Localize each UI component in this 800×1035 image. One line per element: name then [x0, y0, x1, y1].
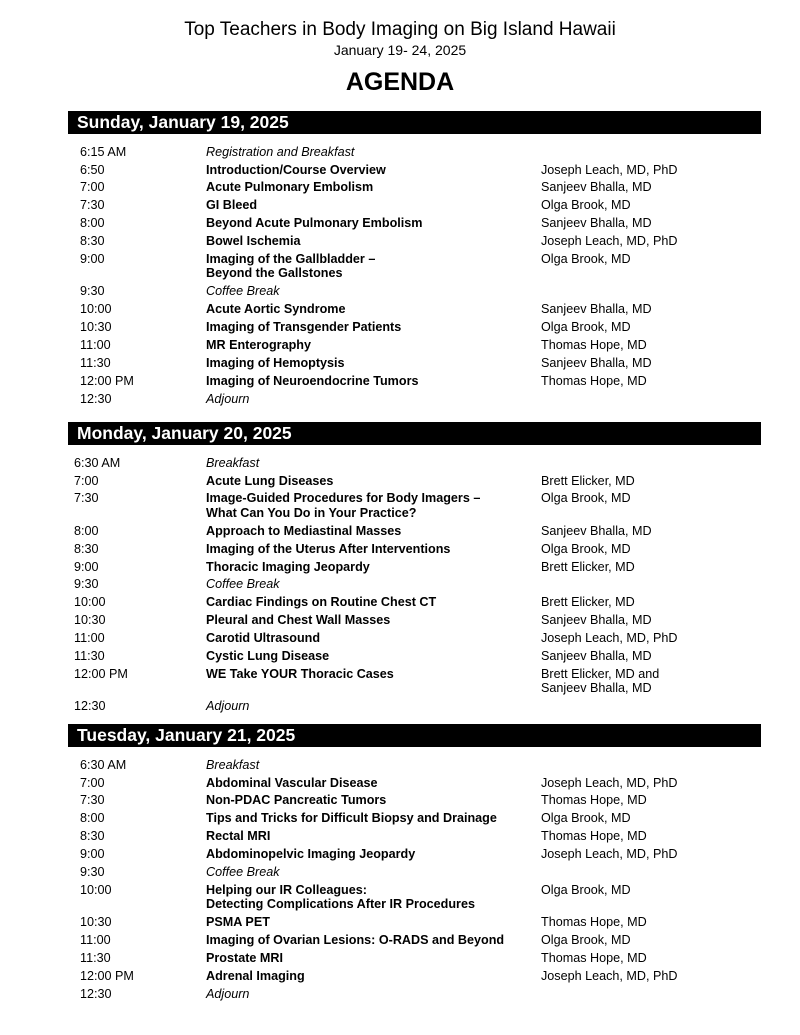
agenda-row	[68, 215, 761, 233]
session-title-line: MR Enterography	[206, 337, 311, 352]
session-time: 9:00	[74, 559, 99, 574]
speaker-line: Sanjeev Bhalla, MD	[541, 302, 652, 317]
session-title-line: WE Take YOUR Thoracic Cases	[206, 666, 394, 681]
session-title-line: Acute Pulmonary Embolism	[206, 180, 374, 195]
agenda-row	[68, 665, 761, 697]
session-title	[206, 951, 541, 966]
session-time: 6:30 AM	[74, 455, 121, 470]
session-title	[206, 915, 541, 930]
session-time: 7:30	[74, 491, 99, 506]
speaker	[541, 613, 761, 628]
agenda-row	[68, 698, 761, 716]
session-time: 11:00	[80, 337, 111, 352]
session-time: 7:00	[80, 180, 105, 195]
session-title	[206, 613, 541, 628]
session-time: 10:00	[80, 882, 112, 897]
agenda-row	[68, 301, 761, 319]
speaker	[541, 252, 761, 281]
speaker-line: Joseph Leach, MD, PhD	[541, 847, 678, 862]
session-title-line: Imaging of Hemoptysis	[206, 355, 345, 370]
agenda-row	[68, 881, 761, 913]
session-title	[206, 198, 541, 213]
speaker	[541, 969, 761, 984]
session-title	[206, 969, 541, 984]
session-time: 8:30	[80, 829, 105, 844]
speaker	[541, 284, 761, 299]
session-time: 10:00	[80, 302, 112, 317]
session-title	[206, 524, 541, 539]
agenda-row	[68, 143, 761, 161]
session-time: 9:00	[80, 847, 105, 862]
schedule-rows	[68, 143, 761, 408]
session-time: 8:00	[80, 811, 105, 826]
speaker	[541, 829, 761, 844]
speaker	[541, 145, 761, 160]
session-time: 6:15 AM	[80, 144, 127, 159]
speaker-line: Sanjeev Bhalla, MD	[541, 180, 652, 195]
speaker-line: Thomas Hope, MD	[541, 829, 647, 844]
agenda-row	[68, 931, 761, 949]
session-title-line: Pleural and Chest Wall Masses	[206, 613, 391, 628]
course-dates: January 19- 24, 2025	[333, 42, 467, 58]
speaker-line: Olga Brook, MD	[541, 251, 631, 266]
speaker	[541, 491, 761, 520]
session-time: 8:30	[80, 234, 105, 249]
session-title	[206, 491, 541, 520]
speaker-line: Sanjeev Bhalla, MD	[541, 216, 652, 231]
session-title	[206, 631, 541, 646]
speaker-line: Sanjeev Bhalla, MD	[541, 355, 652, 370]
session-title-line: Prostate MRI	[206, 950, 283, 965]
speaker	[541, 883, 761, 912]
session-time: 8:30	[74, 541, 99, 556]
agenda-row	[68, 558, 761, 576]
session-title-line: Non-PDAC Pancreatic Tumors	[206, 793, 387, 808]
session-time: 8:00	[80, 216, 105, 231]
session-time: 11:30	[74, 648, 105, 663]
session-title	[206, 595, 541, 610]
day-header: Sunday, January 19, 2025	[68, 111, 761, 134]
session-title-line: Imaging of Transgender Patients	[206, 320, 402, 335]
speaker-line: Olga Brook, MD	[541, 541, 631, 556]
session-time: 10:30	[74, 613, 106, 628]
speaker-line: Sanjeev Bhalla, MD	[541, 613, 652, 628]
session-title	[206, 847, 541, 862]
agenda-row	[68, 161, 761, 179]
session-title	[206, 320, 541, 335]
speaker-line: Olga Brook, MD	[541, 811, 631, 826]
session-title	[206, 180, 541, 195]
session-title-line: Carotid Ultrasound	[206, 631, 321, 646]
speaker-line: Thomas Hope, MD	[541, 793, 647, 808]
agenda-row	[68, 390, 761, 408]
session-title	[206, 216, 541, 231]
day-header: Monday, January 20, 2025	[68, 422, 761, 445]
break-label	[206, 699, 541, 714]
speaker	[541, 180, 761, 195]
session-time: 11:00	[80, 933, 111, 948]
speaker	[541, 374, 761, 389]
session-title	[206, 474, 541, 489]
speaker	[541, 163, 761, 178]
speaker	[541, 667, 761, 696]
speaker	[541, 577, 761, 592]
session-title-line: GI Bleed	[206, 198, 258, 213]
session-time: 6:50	[80, 162, 105, 177]
speaker	[541, 758, 761, 773]
session-title-line: Image-Guided Procedures for Body Imagers –	[206, 491, 481, 506]
speaker-line: Thomas Hope, MD	[541, 950, 647, 965]
session-title	[206, 338, 541, 353]
speaker	[541, 234, 761, 249]
session-time: 12:00 PM	[74, 666, 128, 681]
session-title-line: Imaging of the Gallbladder –	[206, 251, 376, 266]
speaker-line: Brett Elicker, MD and	[541, 666, 660, 681]
agenda-row	[68, 863, 761, 881]
session-title-line: Helping our IR Colleagues:	[206, 882, 367, 897]
session-time: 7:30	[80, 793, 105, 808]
speaker	[541, 542, 761, 557]
agenda-row	[68, 774, 761, 792]
break-label	[206, 145, 541, 160]
agenda-heading: AGENDA	[345, 68, 455, 96]
agenda-row	[68, 914, 761, 932]
session-title	[206, 649, 541, 664]
agenda-row	[68, 232, 761, 250]
session-title-line: Adjourn	[206, 391, 250, 406]
agenda-row	[68, 250, 761, 282]
course-title: Top Teachers in Body Imaging on Big Island Hawaii	[184, 19, 616, 40]
session-title	[206, 776, 541, 791]
session-title-line: Detecting Complications After IR Procedures	[206, 897, 475, 912]
speaker-line: Sanjeev Bhalla, MD	[541, 523, 652, 538]
speaker	[541, 474, 761, 489]
speaker	[541, 338, 761, 353]
session-time: 6:30 AM	[80, 757, 127, 772]
agenda-row	[68, 454, 761, 472]
speaker	[541, 392, 761, 407]
session-time: 12:00 PM	[80, 373, 134, 388]
agenda-row	[68, 629, 761, 647]
agenda-row	[68, 594, 761, 612]
speaker-line: Olga Brook, MD	[541, 933, 631, 948]
session-title-line: What Can You Do in Your Practice?	[206, 505, 417, 520]
session-time: 7:30	[80, 198, 105, 213]
session-title-line: PSMA PET	[206, 915, 270, 930]
speaker	[541, 456, 761, 471]
speaker-line: Joseph Leach, MD, PhD	[541, 234, 678, 249]
break-label	[206, 577, 541, 592]
speaker	[541, 987, 761, 1002]
speaker-line: Olga Brook, MD	[541, 198, 631, 213]
session-title-line: Imaging of the Uterus After Interventions	[206, 541, 451, 556]
session-time: 10:30	[80, 320, 112, 335]
session-title-line: Registration and Breakfast	[206, 144, 355, 159]
session-time: 12:30	[74, 699, 106, 714]
session-title	[206, 252, 541, 281]
speaker-line: Joseph Leach, MD, PhD	[541, 631, 678, 646]
day-header: Tuesday, January 21, 2025	[68, 724, 761, 747]
speaker	[541, 356, 761, 371]
speaker	[541, 198, 761, 213]
speaker	[541, 216, 761, 231]
speaker	[541, 560, 761, 575]
agenda-row	[68, 540, 761, 558]
session-time: 9:00	[80, 251, 105, 266]
schedule-rows	[68, 454, 761, 715]
speaker-line: Joseph Leach, MD, PhD	[541, 968, 678, 983]
session-title	[206, 560, 541, 575]
speaker-line: Olga Brook, MD	[541, 320, 631, 335]
agenda-row	[68, 283, 761, 301]
agenda-row	[68, 967, 761, 985]
session-title-line: Cardiac Findings on Routine Chest CT	[206, 595, 437, 610]
speaker-line: Brett Elicker, MD	[541, 595, 635, 610]
break-label	[206, 456, 541, 471]
session-title-line: Rectal MRI	[206, 829, 271, 844]
session-title-line: Cystic Lung Disease	[206, 648, 330, 663]
speaker-line: Thomas Hope, MD	[541, 373, 647, 388]
session-time: 12:30	[80, 986, 112, 1001]
session-title-line: Beyond Acute Pulmonary Embolism	[206, 216, 423, 231]
agenda-row	[68, 197, 761, 215]
session-time: 8:00	[74, 523, 99, 538]
speaker	[541, 847, 761, 862]
speaker	[541, 302, 761, 317]
session-title	[206, 811, 541, 826]
session-time: 7:00	[80, 775, 105, 790]
speaker-line: Joseph Leach, MD, PhD	[541, 775, 678, 790]
session-time: 12:00 PM	[80, 968, 134, 983]
speaker-line: Thomas Hope, MD	[541, 337, 647, 352]
session-title	[206, 234, 541, 249]
speaker	[541, 865, 761, 880]
agenda-row	[68, 845, 761, 863]
schedule-rows	[68, 756, 761, 1003]
session-title	[206, 356, 541, 371]
session-time: 7:00	[74, 473, 99, 488]
session-title-line: Imaging of Ovarian Lesions: O-RADS and Beyond	[206, 933, 505, 948]
session-title-line: Coffee Break	[206, 284, 280, 299]
speaker-line: Brett Elicker, MD	[541, 473, 635, 488]
agenda-row	[68, 318, 761, 336]
speaker-line: Joseph Leach, MD, PhD	[541, 162, 678, 177]
speaker-line: Brett Elicker, MD	[541, 559, 635, 574]
agenda-row	[68, 949, 761, 967]
speaker-line: Thomas Hope, MD	[541, 915, 647, 930]
speaker-line: Olga Brook, MD	[541, 882, 631, 897]
session-time: 12:30	[80, 391, 112, 406]
session-title-line: Breakfast	[206, 455, 260, 470]
break-label	[206, 758, 541, 773]
agenda-row	[68, 792, 761, 810]
break-label	[206, 392, 541, 407]
session-title-line: Adjourn	[206, 699, 250, 714]
day-section-sunday	[68, 111, 761, 408]
day-section-tuesday	[68, 724, 761, 1003]
speaker	[541, 933, 761, 948]
break-label	[206, 284, 541, 299]
session-title-line: Adrenal Imaging	[206, 968, 305, 983]
agenda-row	[68, 354, 761, 372]
session-time: 9:30	[80, 864, 105, 879]
agenda-row	[68, 647, 761, 665]
session-title	[206, 793, 541, 808]
session-time: 9:30	[74, 577, 99, 592]
session-title-line: Thoracic Imaging Jeopardy	[206, 559, 370, 574]
speaker-line: Olga Brook, MD	[541, 491, 631, 506]
speaker	[541, 811, 761, 826]
session-time: 11:30	[80, 355, 111, 370]
speaker	[541, 320, 761, 335]
speaker	[541, 951, 761, 966]
session-time: 10:30	[80, 915, 112, 930]
speaker	[541, 649, 761, 664]
session-time: 9:30	[80, 284, 105, 299]
agenda-row	[68, 612, 761, 630]
session-title-line: Abdominal Vascular Disease	[206, 775, 378, 790]
session-title-line: Breakfast	[206, 757, 260, 772]
speaker-line: Sanjeev Bhalla, MD	[541, 648, 652, 663]
speaker	[541, 776, 761, 791]
speaker	[541, 631, 761, 646]
session-title	[206, 302, 541, 317]
break-label	[206, 865, 541, 880]
session-title	[206, 933, 541, 948]
agenda-row	[68, 756, 761, 774]
session-title-line: Introduction/Course Overview	[206, 162, 386, 177]
session-title-line: Acute Aortic Syndrome	[206, 302, 346, 317]
session-title	[206, 374, 541, 389]
speaker	[541, 524, 761, 539]
session-time: 11:00	[74, 631, 105, 646]
session-title-line: Coffee Break	[206, 577, 280, 592]
speaker-line: Sanjeev Bhalla, MD	[541, 681, 652, 696]
agenda-row	[68, 985, 761, 1003]
agenda-row	[68, 522, 761, 540]
session-time: 10:00	[74, 595, 106, 610]
agenda-row	[68, 472, 761, 490]
session-title	[206, 883, 541, 912]
speaker	[541, 595, 761, 610]
agenda-row	[68, 179, 761, 197]
speaker	[541, 793, 761, 808]
session-title	[206, 667, 541, 696]
break-label	[206, 987, 541, 1002]
agenda-row	[68, 576, 761, 594]
session-title-line: Abdominopelvic Imaging Jeopardy	[206, 847, 416, 862]
session-title-line: Adjourn	[206, 986, 250, 1001]
speaker	[541, 699, 761, 714]
agenda-row	[68, 810, 761, 828]
agenda-row	[68, 372, 761, 390]
day-section-monday	[68, 422, 761, 715]
agenda-row	[68, 490, 761, 522]
session-title-line: Coffee Break	[206, 864, 280, 879]
session-title-line: Imaging of Neuroendocrine Tumors	[206, 373, 419, 388]
session-title-line: Beyond the Gallstones	[206, 266, 343, 281]
session-time: 11:30	[80, 950, 111, 965]
session-title-line: Approach to Mediastinal Masses	[206, 523, 402, 538]
session-title-line: Bowel Ischemia	[206, 234, 301, 249]
session-title-line: Acute Lung Diseases	[206, 473, 334, 488]
speaker	[541, 915, 761, 930]
agenda-row	[68, 336, 761, 354]
agenda-row	[68, 828, 761, 846]
session-title	[206, 829, 541, 844]
session-title	[206, 163, 541, 178]
session-title	[206, 542, 541, 557]
session-title-line: Tips and Tricks for Difficult Biopsy and Drainage	[206, 811, 497, 826]
